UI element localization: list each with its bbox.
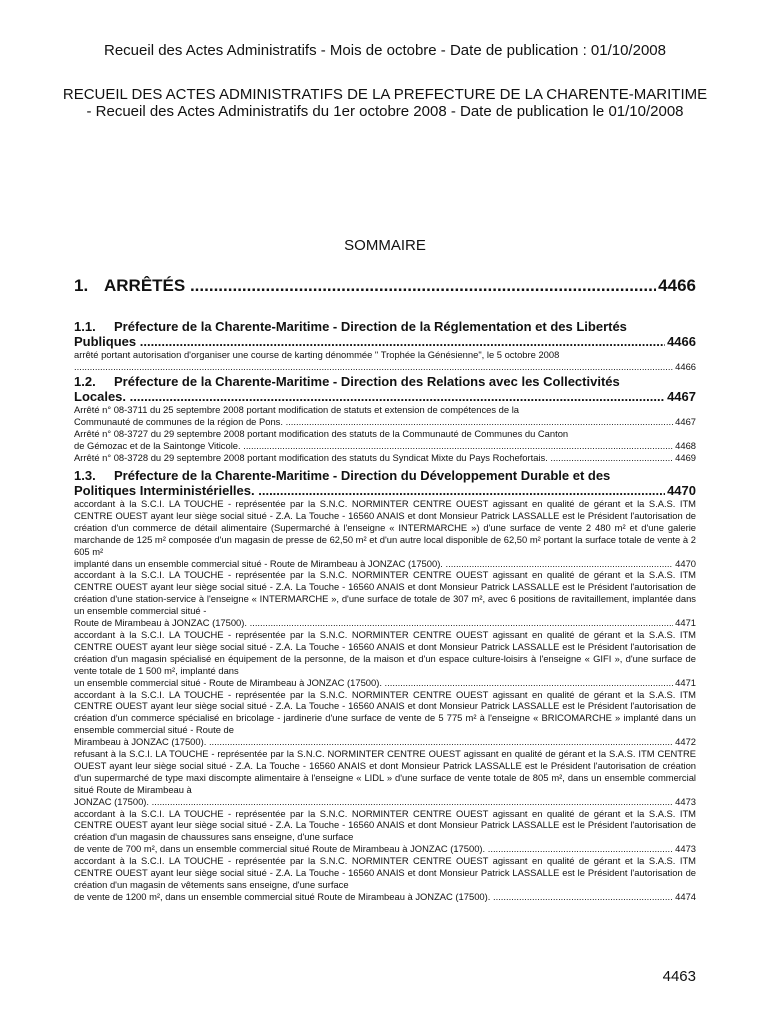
entry-text: accordant à la S.C.I. LA TOUCHE - représentée par la S.N.C. NORMINTER CENTRE OUEST agissant en qualité de gérant et la S.A.S. ITM CENTRE OUEST ayant leur siège social situé - Z.A. La Touche - 16560 ANAIS et dont Monsieur Patrick LASSALLE est le Président l'autorisation de création d'un magasin spécialisé en équipement de la personne, de la maison et d'un espace culture-loisirs à l'enseigne « GIFI », d'une surface de vente totale de 1 500 m², implanté dans bbox=[74, 628, 696, 676]
entry-text: accordant à la S.C.I. LA TOUCHE - représentée par la S.N.C. NORMINTER CENTRE OUEST agissant en qualité de gérant et la S.A.S. ITM CENTRE OUEST ayant leur siège social situé - Z.A. La Touche - 16560 ANAIS et dont Monsieur Patrick LASSALLE est le Président l'autorisation de création d'un magasin de vêtements sans enseigne, d'une surface bbox=[74, 855, 696, 890]
toc-entry[interactable] bbox=[74, 452, 696, 464]
heading-line: Politiques Interministérielles. ..... bbox=[74, 483, 665, 498]
entry-text: accordant à la S.C.I. LA TOUCHE - représentée par la S.N.C. NORMINTER CENTRE OUEST agissant en qualité de gérant et la S.A.S. ITM CENTRE OUEST ayant leur siège social situé - Z.A. La Touche - 16560 ANAIS et dont Monsieur Patrick LASSALLE est le Président l'autorisation de création d'un commerce spécialisé en bricolage - jardinerie d'une surface de vente de 5 775 m² à l'enseigne « BRICOMARCHE » implanté dans un ensemble commercial situé - Route de bbox=[74, 688, 696, 736]
toc-entry[interactable] bbox=[74, 569, 696, 629]
entry-page: 4473 bbox=[675, 843, 696, 855]
entry-page: 4474 bbox=[675, 890, 696, 902]
section-number: 1. bbox=[74, 276, 89, 295]
toc-entry[interactable] bbox=[74, 689, 696, 749]
heading-page: 4470 bbox=[667, 483, 696, 498]
entry-text: un ensemble commercial situé - Route de Mirambeau à JONZAC (17500). ..... bbox=[74, 677, 673, 689]
entry-page: 4471 bbox=[675, 676, 696, 688]
entry-text: Route de Mirambeau à JONZAC (17500). ..... bbox=[74, 617, 673, 629]
entry-text: Mirambeau à JONZAC (17500). ..... bbox=[74, 736, 673, 748]
entry-text: accordant à la S.C.I. LA TOUCHE - représentée par la S.N.C. NORMINTER CENTRE OUEST agissant en qualité de gérant et la S.A.S. ITM CENTRE OUEST ayant leur siège social situé - Z.A. La Touche - 16560 ANAIS et dont Monsieur Patrick LASSALLE est le Président l'autorisation de création d'un commerce de détail alimentaire (Supermarché à l'enseigne « INTERMARCHE ») d'une surface de vente 2 480 m² et d'une galerie marchande de 125 m² composée d'un magasin de presse de 62,50 m² et d'un autre local disponible de 62,50 m² portant la surface totale de vente à 2 605 m² bbox=[74, 498, 696, 557]
document-title: RECUEIL DES ACTES ADMINISTRATIFS DE LA PREFECTURE DE LA CHARENTE-MARITIME - Recueil des Actes Administratifs du 1er octobre 2008 - Date de publication le 01/10/2008 bbox=[62, 86, 708, 120]
entry-page: 4468 bbox=[675, 439, 696, 451]
entry-text: arrêté portant autorisation d'organiser une course de karting dénommée " Trophée la Génésienne", le 5 octobre 2008 bbox=[74, 349, 560, 360]
entry-text: Arrêté n° 08-3728 du 29 septembre 2008 portant modification des statuts du Syndicat Mixte du Pays Rochefortais. ..... bbox=[74, 452, 673, 464]
toc-entry[interactable] bbox=[74, 404, 696, 428]
toc-heading[interactable] bbox=[74, 468, 696, 498]
entry-leader bbox=[74, 361, 673, 373]
entry-page: 4470 bbox=[675, 557, 696, 569]
toc-entry[interactable] bbox=[74, 498, 696, 569]
toc-entry[interactable] bbox=[74, 748, 696, 808]
page-number: 4463 bbox=[662, 968, 696, 985]
entry-page: 4473 bbox=[675, 795, 696, 807]
entry-text: Arrêté n° 08-3711 du 25 septembre 2008 portant modification de statuts et extension de compétences de la bbox=[74, 404, 520, 415]
toc-entry[interactable] bbox=[74, 349, 696, 373]
section-page: 4466 bbox=[658, 276, 696, 295]
entry-text: de Gémozac et de la Saintonge Viticole. ..... bbox=[74, 440, 673, 452]
heading-line: Préfecture de la Charente-Maritime - Direction de la Réglementation et des Libertés bbox=[114, 319, 627, 334]
running-header: Recueil des Actes Administratifs - Mois de octobre - Date de publication : 01/10/2008 bbox=[104, 42, 666, 59]
entry-page: 4466 bbox=[675, 360, 696, 372]
toc-section-1-3 bbox=[74, 468, 696, 903]
entry-text: Communauté de communes de la région de Pons. ..... bbox=[74, 416, 673, 428]
toc-entry-list bbox=[74, 498, 696, 903]
entry-text: accordant à la S.C.I. LA TOUCHE - représentée par la S.N.C. NORMINTER CENTRE OUEST agissant en qualité de gérant et la S.A.S. ITM CENTRE OUEST ayant leur siège social situé - Z.A. La Touche - 16560 ANAIS et dont Monsieur Patrick LASSALLE est le Président l'autorisation de création d'une station-service à l'enseigne « INTERMARCHE », d'une surface de totale de 307 m², avec 6 positions de ravitaillement, implantée dans un ensemble commercial situé - bbox=[74, 569, 696, 617]
entry-text: accordant à la S.C.I. LA TOUCHE - représentée par la S.N.C. NORMINTER CENTRE OUEST agissant en qualité de gérant et la S.A.S. ITM CENTRE OUEST ayant leur siège social situé - Z.A. La Touche - 16560 ANAIS et dont Monsieur Patrick LASSALLE est le Président l'autorisation de création d'un magasin de chaussures sans enseigne, d'une surface bbox=[74, 807, 696, 843]
heading-number: 1.3. bbox=[74, 468, 96, 483]
entry-text: refusant à la S.C.I. LA TOUCHE - représentée par la S.N.C. NORMINTER CENTRE OUEST agissant en qualité de gérant et la S.A.S. ITM CENTRE OUEST ayant leur siège social situé - Z.A. La Touche - 16560 ANAIS et dont Monsieur Patrick LASSALLE est le Président l'autorisation de création d'un supermarché de type maxi discompte alimentaire à l'enseigne « LIDL » d'une surface de vente totale de 805 m², dans un ensemble commercial situé Route de Mirambeau à bbox=[74, 748, 696, 795]
sommaire-heading: SOMMAIRE bbox=[344, 237, 426, 254]
heading-page: 4466 bbox=[667, 334, 696, 349]
toc-section-1[interactable] bbox=[74, 276, 696, 296]
heading-line: Locales. ..... bbox=[74, 389, 665, 404]
heading-number: 1.2. bbox=[74, 374, 96, 389]
toc-heading[interactable] bbox=[74, 319, 696, 349]
section-label: ARRÊTÉS ..... bbox=[104, 276, 656, 296]
entry-text: JONZAC (17500). ..... bbox=[74, 796, 673, 808]
toc-section-1-2 bbox=[74, 374, 696, 464]
entry-page: 4467 bbox=[675, 415, 696, 427]
heading-number: 1.1. bbox=[74, 319, 96, 334]
entry-text: implanté dans un ensemble commercial situé - Route de Mirambeau à JONZAC (17500). ..... bbox=[74, 558, 673, 570]
entry-page: 4472 bbox=[675, 736, 696, 748]
entry-text: de vente de 700 m², dans un ensemble commercial situé Route de Mirambeau à JONZAC (17500). ..... bbox=[74, 843, 673, 855]
entry-page: 4469 bbox=[675, 451, 696, 463]
heading-line: Préfecture de la Charente-Maritime - Direction des Relations avec les Collectivités bbox=[114, 374, 620, 389]
heading-line: Publiques ..... bbox=[74, 334, 665, 349]
toc-entry[interactable] bbox=[74, 629, 696, 689]
entry-text: de vente de 1200 m², dans un ensemble commercial situé Route de Mirambeau à JONZAC (17500). ..... bbox=[74, 891, 673, 903]
heading-page: 4467 bbox=[667, 389, 696, 404]
entry-text: Arrêté n° 08-3727 du 29 septembre 2008 portant modification des statuts de la Communauté de Communes du Canton bbox=[74, 427, 569, 439]
toc-heading[interactable] bbox=[74, 374, 696, 404]
heading-line: Préfecture de la Charente-Maritime - Direction du Développement Durable et des bbox=[114, 468, 611, 483]
entry-page: 4471 bbox=[675, 617, 696, 629]
toc-entry[interactable] bbox=[74, 428, 696, 452]
toc-entry[interactable] bbox=[74, 808, 696, 856]
toc-entry[interactable] bbox=[74, 855, 696, 903]
toc-section-1-1 bbox=[74, 319, 696, 373]
